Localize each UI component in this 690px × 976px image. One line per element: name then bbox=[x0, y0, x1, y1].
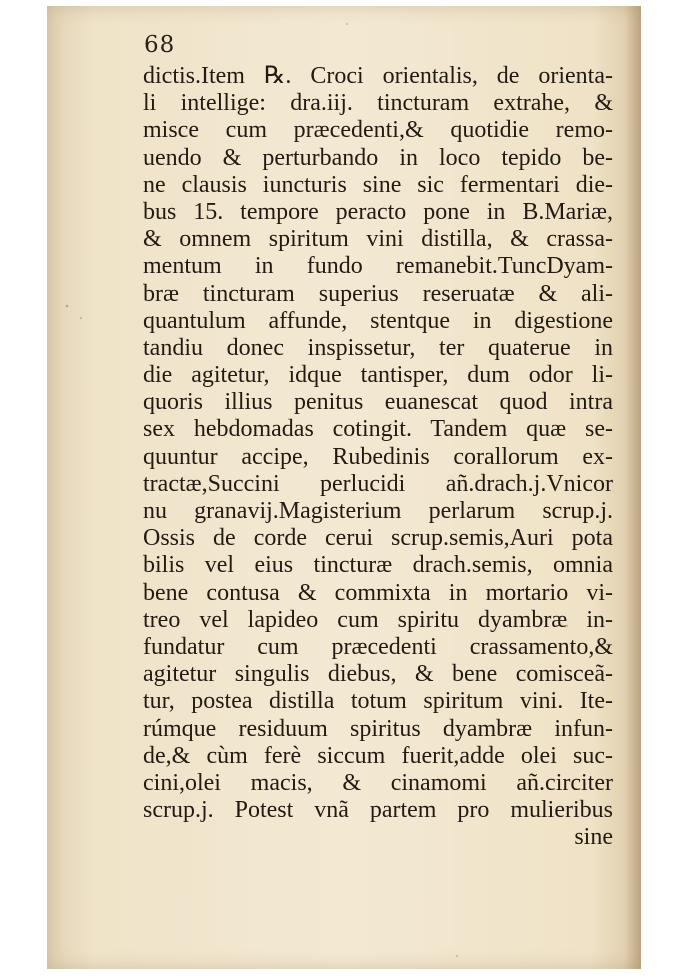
text-line: mentum in fundo remanebit.TuncDyam- bbox=[143, 253, 613, 280]
text-line: bræ tincturam superius reseruatæ & ali- bbox=[143, 280, 613, 307]
text-line: fundatur cum præcedenti crassamento,& bbox=[143, 633, 613, 660]
text-line: rúmque residuum spiritus dyambræ infun- bbox=[143, 715, 613, 742]
text-line: nu granavij.Magisterium perlarum scrup.j. bbox=[143, 498, 613, 524]
text-line: treo vel lapideo cum spiritu dyambræ in- bbox=[143, 606, 613, 633]
text-line: cini,olei macis, & cinamomi añ.circiter bbox=[143, 769, 613, 796]
text-line: misce cum præcedenti,& quotidie remo- bbox=[143, 117, 613, 144]
text-line: dictis.Item ℞. Croci orientalis, de orienta- bbox=[143, 63, 613, 89]
text-line: tandiu donec inspissetur, ter quaterue in bbox=[143, 334, 613, 361]
body-text bbox=[143, 63, 613, 851]
text-line: ne clausis iuncturis sine sic fermentari die- bbox=[143, 171, 613, 198]
text-line: bilis vel eius tincturæ drach.semis, omnia bbox=[143, 552, 613, 579]
text-line: quoris illius penitus euanescat quod intra bbox=[143, 389, 613, 416]
text-line: de,& cùm ferè siccum fuerit,adde olei suc- bbox=[143, 742, 613, 769]
text-line: & omnem spiritum vini distilla, & crassa- bbox=[143, 226, 613, 253]
text-line: quuntur accipe, Rubedinis corallorum ex- bbox=[143, 443, 613, 470]
text-line: bus 15. tempore peracto pone in B.Mariæ, bbox=[143, 198, 613, 225]
text-line: quantulum affunde, stentque in digestione bbox=[143, 307, 613, 334]
text-line: uendo & perturbando in loco tepido be- bbox=[143, 144, 613, 171]
page-number: 68 bbox=[144, 32, 176, 58]
text-line: agitetur singulis diebus, & bene comisceã- bbox=[143, 661, 613, 688]
text-line: scrup.j. Potest vnã partem pro mulieribus bbox=[143, 797, 613, 824]
book-page bbox=[47, 6, 641, 969]
text-line: Ossis de corde cerui scrup.semis,Auri pota bbox=[143, 525, 613, 552]
text-line: sex hebdomadas cotingit. Tandem quæ se- bbox=[143, 416, 613, 443]
text-line: tur, postea distilla totum spiritum vini. Ite- bbox=[143, 688, 613, 715]
text-line: bene contusa & commixta in mortario vi- bbox=[143, 579, 613, 606]
text-line: tractæ,Succini perlucidi añ.drach.j.Vnicor bbox=[143, 470, 613, 497]
text-line: li intellige: dra.iij. tincturam extrahe, & bbox=[143, 90, 613, 117]
text-line: die agitetur, idque tantisper, dum odor li- bbox=[143, 362, 613, 389]
catchword: sine bbox=[574, 824, 613, 851]
